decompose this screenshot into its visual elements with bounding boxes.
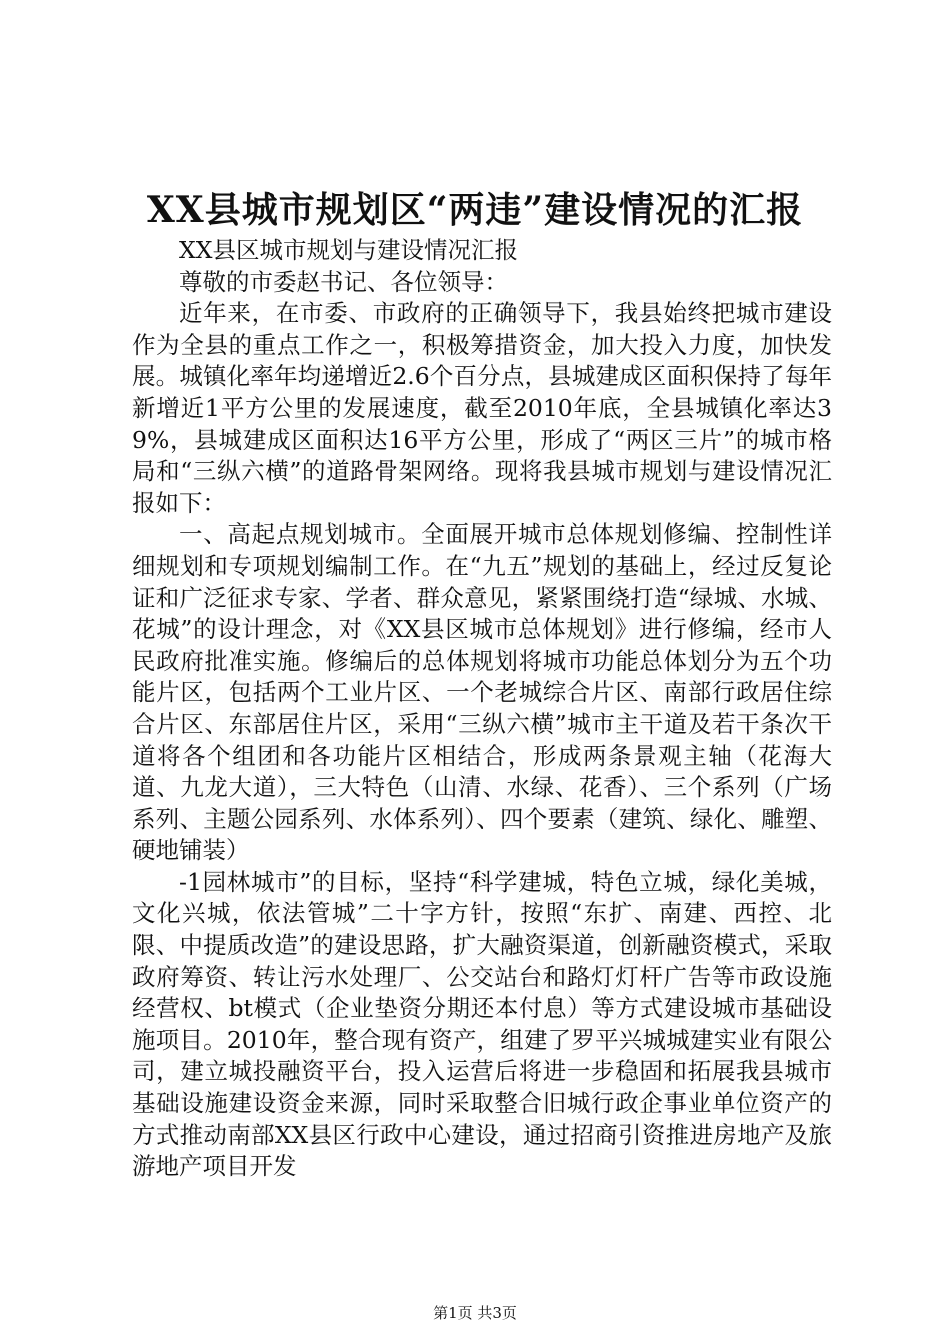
intro-paragraph: 近年来，在市委、市政府的正确领导下，我县始终把城市建设作为全县的重点工作之一，积极筹措资金，加大投入力度，加快发展。城镇化率年均递增近2.6个百分点，县城建成区面积保持了每年新增近1平方公里的发展速度，截至2010年底，全县城镇化率达39%，县城建成区面积达16平方公里，形成了“两区三片”的城市格局和“三纵六横”的道路骨架网络。现将我县城市规划与建设情况汇报如下：	[132, 299, 832, 517]
salutation-paragraph: 尊敬的市委赵书记、各位领导：	[179, 267, 508, 296]
document-title: XX县城市规划区“两违”建设情况的汇报	[146, 189, 804, 231]
document-body	[132, 235, 832, 1183]
section-one-paragraph: 一、高起点规划城市。全面展开城市总体规划修编、控制性详细规划和专项规划编制工作。在“九五”规划的基础上，经过反复论证和广泛征求专家、学者、群众意见，紧紧围绕打造“绿城、水城、花城”的设计理念，对《XX县区城市总体规划》进行修编，经市人民政府批准实施。修编后的总体规划将城市功能总体划分为五个功能片区，包括两个工业片区、一个老城综合片区、南部行政居住综合片区、东部居住片区，采用“三纵六横”城市主干道及若干条次干道将各个组团和各功能片区相结合，形成两条景观主轴（花海大道、九龙大道），三大特色（山清、水绿、花香）、三个系列（广场系列、主题公园系列、水体系列）、四个要素（建筑、绿化、雕塑、硬地铺装）	[132, 520, 832, 865]
construction-paragraph: -1园林城市”的目标，坚持“科学建城，特色立城，绿化美城，文化兴城，依法管城”二十字方针，按照“东扩、南建、西控、北限、中提质改造”的建设思路，扩大融资渠道，创新融资模式，采取政府筹资、转让污水处理厂、公交站台和路灯灯杆广告等市政设施经营权、bt模式（企业垫资分期还本付息）等方式建设城市基础设施项目。2010年，整合现有资产，组建了罗平兴城城建实业有限公司，建立城投融资平台，投入运营后将进一步稳固和拓展我县城市基础设施建设资金来源，同时采取整合旧城行政企事业单位资产的方式推动南部XX县区行政中心建设，通过招商引资推进房地产及旅游地产项目开发	[132, 867, 832, 1181]
page-footer: 第1页 共3页	[433, 1304, 517, 1322]
subtitle-paragraph: XX县区城市规划与建设情况汇报	[179, 236, 518, 264]
